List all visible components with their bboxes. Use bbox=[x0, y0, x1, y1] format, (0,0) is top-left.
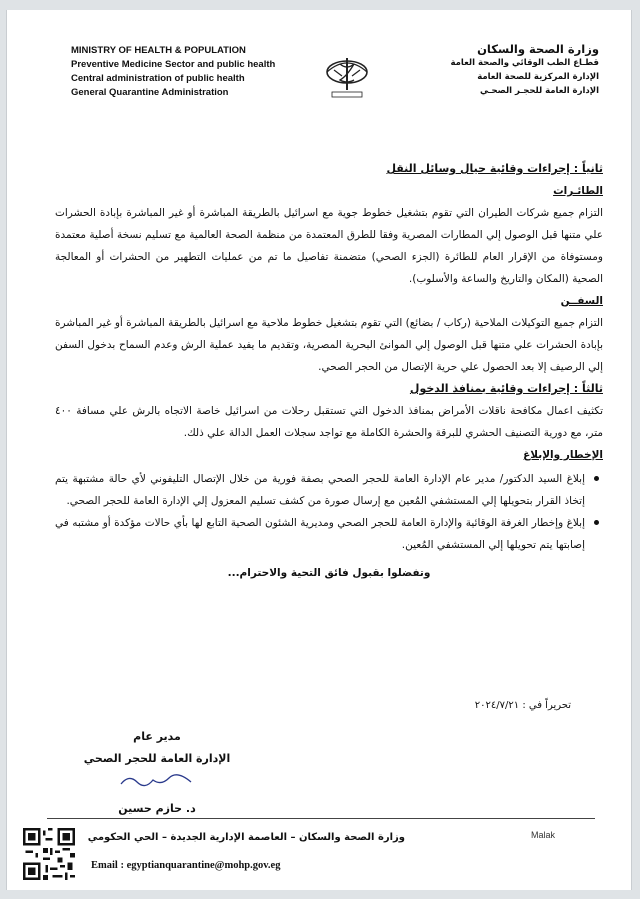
section-two-title: ثانياً : إجراءات وقائية حيال وسائل النقل bbox=[386, 162, 603, 175]
ships-paragraph: التزام جميع التوكيلات الملاحية (ركاب / بضائع) التي تقوم بتشغيل خطوط ملاحية مع اسرائيل بالطريقة المباشرة أو غير المباشرة بإبادة الحشرات علي متنها قبل الوصول إلي الموانئ البحرية المصرية، وتقديم ما يفيد عملية الرش وعدم السماح بدخول السفن إلي الرصيف إلا بعد الحصول علي حرية الإتصال من الحجر الصحي. bbox=[55, 317, 603, 373]
notification-heading: الإخطار والإبلاغ bbox=[523, 449, 603, 461]
signature-department: الإدارة العامة للحجر الصحي bbox=[83, 752, 231, 765]
aircraft-heading: الطائـرات bbox=[553, 185, 603, 197]
signature-name: د. حازم حسين bbox=[118, 802, 196, 815]
letter-body bbox=[55, 158, 603, 584]
header-arabic-line: قطـاع الطب الوقائي والصحة العامة bbox=[450, 58, 599, 68]
closing-line: وتفضلوا بقبول فائق التحية والاحترام... bbox=[227, 567, 431, 579]
header-arabic-line: الإدارة المركزية للصحة العامة bbox=[477, 72, 599, 82]
aircraft-paragraph: التزام جميع شركات الطيران التي تقوم بتشغيل خطوط جوية مع اسرائيل بالطريقة المباشرة أو غير المباشرة بإبادة الحشرات علي متنها قبل الوصول إلي المطارات المصرية وفقا للطرق المعتمدة من منظمة الصحة العالمية مع تسليم نسخة أصلية معتمدة ومستوفاة من الإقرار العام للطائرة (الجزء الصحي) متضمنة تفاصيل ما تم من عمليات التطهير من الحشرات أو المعالجة الصحية (المكان والتاريخ والساعة والأسلوب). bbox=[55, 207, 603, 285]
ships-heading: السفــن bbox=[560, 295, 603, 307]
header-english-line: Central administration of public health bbox=[71, 73, 245, 84]
header-english-line: General Quarantine Administration bbox=[71, 87, 229, 98]
section-three-paragraph: تكثيف اعمال مكافحة ناقلات الأمراض بمنافذ الدخول التي تستقبل رحلات من اسرائيل خاصة الاتجاه بالرش علي مسافة ٤٠٠ متر، مع دورية التصنيف الحشري للبرقة والحشرة الكاملة مع تواجد سجلات العمل الدالة علي ذلك. bbox=[55, 405, 603, 439]
section-three-title: ثالثاً : إجراءات وقائية بمنافذ الدخول bbox=[409, 382, 603, 395]
signature-title: مدير عام bbox=[133, 730, 181, 743]
header-arabic bbox=[379, 42, 599, 98]
ministry-emblem-icon bbox=[318, 50, 376, 104]
header-english-line: MINISTRY OF HEALTH & POPULATION bbox=[71, 45, 246, 56]
signature-block bbox=[57, 726, 257, 820]
footer-ref: Malak bbox=[531, 830, 556, 840]
footer-divider bbox=[47, 818, 595, 819]
footer-email: Email : egyptianquarantine@mohp.gov.eg bbox=[91, 860, 281, 871]
notification-list bbox=[55, 468, 603, 556]
header-arabic-line: وزارة الصحة والسكان bbox=[477, 42, 599, 56]
header-english bbox=[71, 44, 331, 100]
list-item: إبلاغ وإخطار الغرفة الوقائية والإدارة العامة للحجر الصحي ومديرية الشئون الصحية التابع لها بأي حالات مؤكدة أو مشتبه في إصابتها يتم تحويلها إلي المستشفي المُعين. bbox=[55, 512, 585, 556]
qr-code-icon bbox=[23, 828, 75, 880]
list-item: إبلاغ السيد الدكتور/ مدير عام الإدارة العامة للحجر الصحي بصفة فورية من خلال الإتصال التليفوني لأي حالة مشتبهة يتم إتخاذ القرار بتحويلها إلي المستشفي المُعين مع إرسال صورة من كشف تسليم المعزول إلي الإدارة العامة للحجر الصحي. bbox=[55, 468, 585, 512]
document-page bbox=[6, 10, 632, 890]
header-english-line: Preventive Medicine Sector and public health bbox=[71, 59, 276, 70]
footer-address: وزارة الصحة والسكان – العاصمة الإدارية الجديدة – الحي الحكومي bbox=[87, 832, 405, 843]
header-arabic-line: الإدارة العامة للحجـر الصحـي bbox=[479, 86, 599, 96]
date-line: تحريراً في : ٢٠٢٤/٧/٢١ bbox=[474, 700, 571, 711]
handwritten-signature-icon bbox=[117, 770, 197, 790]
